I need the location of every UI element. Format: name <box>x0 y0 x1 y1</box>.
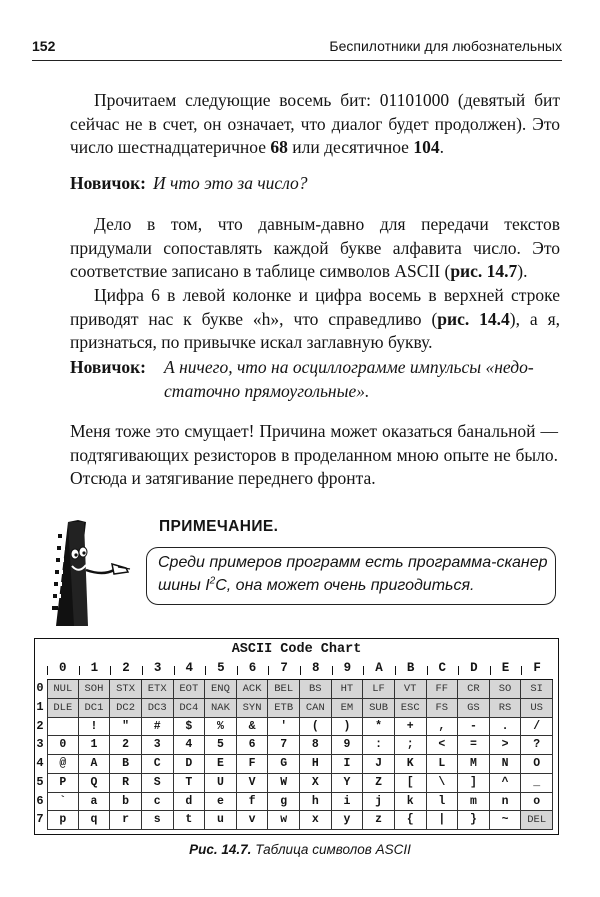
column-tick <box>174 666 175 675</box>
ascii-cell: l <box>427 793 459 812</box>
column-tick <box>427 666 428 675</box>
ascii-cell: k <box>395 793 427 812</box>
superscript: 2 <box>209 575 216 587</box>
ascii-cell: u <box>205 811 237 830</box>
column-header: 9 <box>343 661 352 675</box>
ascii-cell: + <box>395 718 427 737</box>
running-title: Беспилотники для любознательных <box>329 38 562 54</box>
ascii-cell: Z <box>363 774 395 793</box>
column-tick <box>237 666 238 675</box>
ascii-grid <box>47 679 553 830</box>
column-header: D <box>470 661 478 675</box>
column-header: 5 <box>217 661 225 675</box>
ascii-cell: 0 <box>47 736 79 755</box>
column-header: A <box>375 661 383 675</box>
figure-caption <box>0 842 600 857</box>
ascii-cell: U <box>205 774 237 793</box>
column-tick <box>458 666 459 675</box>
ascii-cell: US <box>521 699 553 718</box>
ascii-cell: $ <box>174 718 206 737</box>
ascii-cell: J <box>363 755 395 774</box>
ascii-cell: ; <box>395 736 427 755</box>
p1-text: или десятичное <box>287 137 414 157</box>
ascii-cell: B <box>110 755 142 774</box>
column-header: E <box>501 661 510 675</box>
column-tick <box>363 666 364 675</box>
ascii-cell: m <box>458 793 490 812</box>
ascii-cell: ENQ <box>205 680 237 699</box>
p3-text: Цифра 6 в левой колонке и цифра восемь в верхней строке приводят нас к букве «h», что справедливо ( <box>70 285 560 329</box>
ascii-cell: ` <box>47 793 79 812</box>
paragraph-3 <box>70 284 560 355</box>
column-tick <box>395 666 396 675</box>
ascii-cell: 4 <box>174 736 206 755</box>
column-header: B <box>406 661 415 675</box>
ascii-cell: C <box>142 755 174 774</box>
ascii-cell: c <box>142 793 174 812</box>
ascii-cell: s <box>142 811 174 830</box>
ascii-cell: ( <box>300 718 332 737</box>
figure-ref: рис. 14.4 <box>437 308 510 329</box>
question-2-line1: А ничего, что на осциллограмме импульсы «недо- <box>164 357 534 377</box>
ascii-cell: STX <box>110 680 142 699</box>
column-header: F <box>533 661 541 675</box>
ascii-cell: SI <box>521 680 553 699</box>
ascii-cell: f <box>237 793 269 812</box>
ascii-cell: EOT <box>174 680 206 699</box>
ascii-cell: CR <box>458 680 490 699</box>
ascii-cell: BS <box>300 680 332 699</box>
ascii-cell: ^ <box>490 774 522 793</box>
ascii-cell: [ <box>395 774 427 793</box>
ascii-cell: N <box>490 755 522 774</box>
ascii-cell: q <box>79 811 111 830</box>
ascii-cell: DC1 <box>79 699 111 718</box>
column-header: 2 <box>122 661 130 675</box>
note-text-part: C, она может очень пригодиться. <box>215 577 475 594</box>
ascii-cell: ACK <box>237 680 269 699</box>
ascii-code-chart <box>34 638 559 835</box>
ascii-cell: - <box>458 718 490 737</box>
paragraph-4: Меня тоже это смущает! Причина может оказаться банальной — подтягивающих резисторов в проделанном мною опыте не было. Отсюда и затягивание переднего фронта. <box>70 421 558 488</box>
ascii-cell: X <box>300 774 332 793</box>
ascii-cell: 2 <box>110 736 142 755</box>
ascii-cell: H <box>300 755 332 774</box>
ascii-cell: P <box>47 774 79 793</box>
ascii-cell: CAN <box>300 699 332 718</box>
ascii-cell: V <box>237 774 269 793</box>
row-header: 4 <box>36 756 44 770</box>
ascii-cell: SYN <box>237 699 269 718</box>
ascii-cell: ] <box>458 774 490 793</box>
ascii-cell: NUL <box>47 680 79 699</box>
ascii-cell: 8 <box>300 736 332 755</box>
column-header: 7 <box>280 661 288 675</box>
ascii-cell: = <box>458 736 490 755</box>
column-tick <box>205 666 206 675</box>
ascii-cell: LF <box>363 680 395 699</box>
ascii-cell: ETB <box>268 699 300 718</box>
p2-text: ). <box>517 261 528 281</box>
ascii-cell: M <box>458 755 490 774</box>
paragraph-2 <box>70 213 560 284</box>
ascii-cell: d <box>174 793 206 812</box>
ascii-cell: NAK <box>205 699 237 718</box>
ascii-cell: g <box>268 793 300 812</box>
ascii-cell: ? <box>521 736 553 755</box>
column-header: 1 <box>90 661 99 675</box>
ascii-cell: ) <box>332 718 364 737</box>
ascii-cell: o <box>521 793 553 812</box>
row-header: 6 <box>36 793 44 808</box>
ascii-cell: 3 <box>142 736 174 755</box>
column-header: 6 <box>248 661 257 675</box>
ascii-cell: G <box>268 755 300 774</box>
column-header: 3 <box>153 661 162 675</box>
ascii-cell: v <box>237 811 269 830</box>
row-header: 2 <box>36 718 44 733</box>
ascii-cell: S <box>142 774 174 793</box>
p3-text: ), а я, признаться, по привычке искал заглавную букву. <box>70 308 561 352</box>
ascii-cell: : <box>363 736 395 755</box>
column-tick <box>110 666 111 675</box>
row-header: 7 <box>36 812 44 827</box>
ascii-cell: HT <box>332 680 364 699</box>
caption-text: Таблица символов ASCII <box>251 842 411 857</box>
ascii-cell: VT <box>395 680 427 699</box>
ascii-cell: K <box>395 755 427 774</box>
ascii-cell <box>47 718 79 737</box>
ascii-cell: , <box>427 718 459 737</box>
column-tick <box>490 666 491 675</box>
column-tick <box>300 666 301 675</box>
ascii-cell: 9 <box>332 736 364 755</box>
ascii-cell: i <box>332 793 364 812</box>
column-tick <box>268 666 269 675</box>
speaker-label: Новичок: <box>70 357 146 377</box>
row-header: 0 <box>36 681 44 695</box>
question-1: И что это за число? <box>153 173 308 193</box>
ascii-cell: ' <box>268 718 300 737</box>
ascii-cell: RS <box>490 699 522 718</box>
ascii-cell: ETX <box>142 680 174 699</box>
column-tick <box>521 666 522 675</box>
p1-text: . <box>439 137 444 157</box>
row-header: 3 <box>36 737 44 752</box>
ascii-cell: ~ <box>490 811 522 830</box>
ascii-cell: | <box>427 811 459 830</box>
ascii-cell: FF <box>427 680 459 699</box>
ascii-cell: y <box>332 811 364 830</box>
ascii-cell: e <box>205 793 237 812</box>
column-header: 4 <box>185 661 194 675</box>
running-header <box>32 32 562 61</box>
note-text <box>158 551 553 597</box>
ascii-cell: F <box>237 755 269 774</box>
ascii-cell: \ <box>427 774 459 793</box>
ascii-cell: DLE <box>47 699 79 718</box>
ascii-cell: x <box>300 811 332 830</box>
ascii-cell: t <box>174 811 206 830</box>
ascii-cell: L <box>427 755 459 774</box>
ascii-cell: { <box>395 811 427 830</box>
ascii-cell: 5 <box>205 736 237 755</box>
ascii-cell: > <box>490 736 522 755</box>
note-title: ПРИМЕЧАНИЕ. <box>159 518 279 535</box>
ascii-cell: GS <box>458 699 490 718</box>
ascii-cell: I <box>332 755 364 774</box>
ascii-cell: EM <box>332 699 364 718</box>
ascii-cell: FS <box>427 699 459 718</box>
ascii-cell: 7 <box>268 736 300 755</box>
ascii-cell: SOH <box>79 680 111 699</box>
ascii-cell: . <box>490 718 522 737</box>
chip-mascot-icon <box>48 518 138 630</box>
ascii-cell: DC2 <box>110 699 142 718</box>
ascii-cell: BEL <box>268 680 300 699</box>
ascii-cell: 6 <box>237 736 269 755</box>
hex-value: 68 <box>270 137 288 157</box>
ascii-cell: A <box>79 755 111 774</box>
column-tick <box>332 666 333 675</box>
ascii-cell: SUB <box>363 699 395 718</box>
ascii-cell: / <box>521 718 553 737</box>
ascii-cell: w <box>268 811 300 830</box>
ascii-cell: ! <box>79 718 111 737</box>
ascii-cell: D <box>174 755 206 774</box>
ascii-cell: a <box>79 793 111 812</box>
ascii-cell: b <box>110 793 142 812</box>
ascii-cell: W <box>268 774 300 793</box>
ascii-cell: " <box>110 718 142 737</box>
ascii-cell: 1 <box>79 736 111 755</box>
ascii-cell: r <box>110 811 142 830</box>
ascii-cell: O <box>521 755 553 774</box>
ascii-cell: # <box>142 718 174 737</box>
paragraph-1 <box>70 89 560 160</box>
ascii-cell: R <box>110 774 142 793</box>
ascii-cell: Y <box>332 774 364 793</box>
column-tick <box>142 666 143 675</box>
ascii-cell: % <box>205 718 237 737</box>
ascii-cell: _ <box>521 774 553 793</box>
ascii-cell: Q <box>79 774 111 793</box>
question-2-line2: статочно прямоугольные». <box>164 381 370 401</box>
ascii-cell: < <box>427 736 459 755</box>
row-header: 1 <box>36 699 44 714</box>
column-header: 8 <box>312 661 320 675</box>
ascii-cell: z <box>363 811 395 830</box>
ascii-cell: n <box>490 793 522 812</box>
ascii-cell: j <box>363 793 395 812</box>
figure-ref: рис. 14.7 <box>450 261 518 281</box>
column-header: C <box>438 661 447 675</box>
ascii-cell: * <box>363 718 395 737</box>
ascii-cell: E <box>205 755 237 774</box>
p1-text: Прочитаем следующие восемь бит: 01101000 (девятый бит сейчас не в счет, он означает, что диалог будет продолжен). Это число шестнадцатеричное <box>70 90 560 157</box>
ascii-cell: } <box>458 811 490 830</box>
chart-title: ASCII Code Chart <box>231 642 362 657</box>
ascii-cell: DEL <box>521 811 553 830</box>
ascii-cell: DC3 <box>142 699 174 718</box>
column-tick <box>47 666 48 675</box>
decimal-value: 104 <box>413 137 440 157</box>
caption-label: Рис. 14.7. <box>189 842 252 857</box>
column-tick <box>79 666 80 675</box>
page-number: 152 <box>32 38 56 54</box>
row-header: 5 <box>36 774 44 789</box>
ascii-cell: h <box>300 793 332 812</box>
note-text-part: Среди примеров программ есть программа-сканер шины I <box>158 554 548 594</box>
ascii-cell: p <box>47 811 79 830</box>
p2-text: Дело в том, что давным-давно для передачи текстов придумали сопоставлять каждой букве алфавита число. Это соответствие записано в таблице символов ASCII ( <box>70 214 560 281</box>
speaker-label: Новичок: <box>70 173 146 193</box>
ascii-cell: @ <box>47 755 79 774</box>
ascii-cell: SO <box>490 680 522 699</box>
ascii-cell: ESC <box>395 699 427 718</box>
ascii-cell: DC4 <box>174 699 206 718</box>
ascii-cell: T <box>174 774 206 793</box>
column-header: 0 <box>59 661 67 675</box>
ascii-cell: & <box>237 718 269 737</box>
